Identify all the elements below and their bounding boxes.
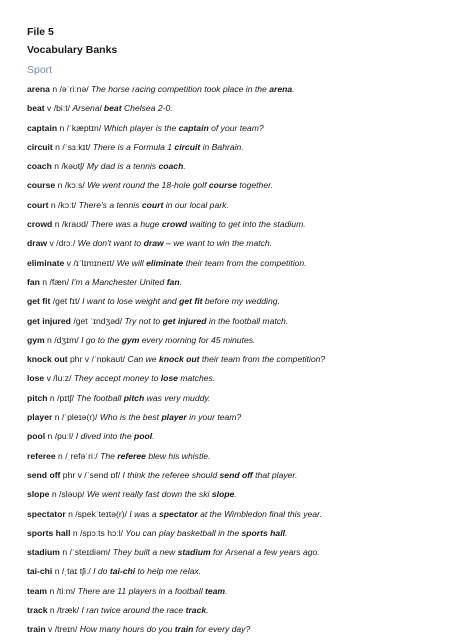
entry-word: player: [27, 412, 53, 423]
vocabulary-entry: [27, 314, 447, 333]
entry-example-end: that player.: [252, 469, 298, 480]
entry-pronunciation: /get fɪt/: [50, 296, 83, 307]
entry-word: course: [27, 180, 56, 191]
entry-word: track: [27, 605, 48, 616]
entry-example-start: We went really fast down the ski: [86, 489, 212, 500]
entry-example-start: I was a: [129, 508, 160, 519]
entry-example-keyword: draw: [143, 238, 164, 249]
entry-example-end: waiting to get into the stadium.: [187, 219, 306, 230]
entry-word: pitch: [27, 392, 48, 403]
entry-example-end: .: [152, 431, 155, 442]
entry-example-start: The horse racing competition took place in the: [91, 84, 270, 94]
entry-example-end: .: [206, 605, 209, 616]
vocabulary-entry: [27, 429, 447, 448]
vocabulary-entry: [27, 82, 447, 101]
entry-pronunciation: n /əˈriːnə/: [49, 84, 92, 94]
entry-example-end: blew his whistle.: [145, 450, 211, 461]
entry-example-keyword: send off: [219, 469, 253, 480]
entry-word: captain: [27, 122, 58, 133]
entry-example-start: I do: [93, 566, 110, 577]
entry-example-end: to help me relax.: [135, 566, 202, 577]
entry-word: court: [27, 199, 49, 210]
vocabulary-entry: [27, 391, 447, 410]
entry-word: tai-chi: [27, 566, 53, 577]
entry-pronunciation: n /kɔːt/: [48, 199, 79, 210]
entry-example-end: .: [284, 527, 288, 538]
entry-example-start: Arsenal: [72, 103, 104, 114]
entry-pronunciation: n /ˈsɜːkɪt/: [52, 141, 93, 152]
entry-pronunciation: phr v /ˈsend ɒf/: [60, 469, 123, 480]
entry-example-keyword: get fit: [179, 296, 203, 307]
entry-pronunciation: n /ˌrefəˈriː/: [55, 450, 101, 461]
entry-example-end: matches.: [177, 373, 216, 384]
entry-example-keyword: coach: [158, 161, 184, 172]
entry-example-start: We went round the 18-hole golf: [87, 180, 209, 191]
vocabulary-entry: [27, 410, 447, 429]
vocabulary-entry: [27, 236, 447, 255]
entry-pronunciation: n /puːl/: [45, 431, 76, 442]
vocabulary-entry: [27, 101, 447, 120]
vocabulary-list: [27, 82, 447, 642]
entry-example-end: their team from the competition?: [199, 354, 326, 365]
entry-example-start: Can we: [127, 354, 159, 365]
entry-pronunciation: phr v /ˈnɒkaʊt/: [67, 354, 128, 365]
entry-example-keyword: train: [174, 624, 194, 635]
entry-pronunciation: n /træk/: [47, 605, 82, 616]
entry-example-keyword: eliminate: [146, 257, 184, 268]
vocabulary-entry: [27, 545, 447, 564]
entry-example-start: I dived into the: [75, 431, 135, 442]
vocabulary-entry: [27, 564, 447, 583]
entry-pronunciation: n /ˌtaɪ tʃiː/: [52, 566, 94, 577]
entry-example-start: I go to the: [81, 334, 122, 345]
entry-word: beat: [27, 103, 45, 114]
entry-word: referee: [27, 450, 56, 461]
entry-example-start: I ran twice around the race: [81, 605, 186, 616]
entry-example-keyword: arena: [269, 84, 293, 94]
entry-example-start: You can play basketball in the: [125, 527, 242, 538]
vocabulary-entry: [27, 140, 447, 159]
entry-example-end: .: [292, 84, 295, 94]
entry-example-start: There is a Formula 1: [92, 141, 175, 152]
entry-example-end: in the football match.: [206, 315, 289, 326]
entry-pronunciation: n /pɪtʃ/: [47, 392, 77, 403]
entry-example-keyword: captain: [178, 122, 209, 133]
vocabulary-entry: [27, 526, 447, 545]
entry-example-start: Who is the best: [99, 412, 162, 423]
vocabulary-entry: [27, 159, 447, 178]
entry-word: lose: [27, 373, 45, 384]
entry-example-end: together.: [237, 180, 274, 191]
entry-example-end: Chelsea 2-0.: [121, 103, 173, 114]
entry-word: circuit: [27, 141, 53, 152]
vocabulary-entry: [27, 603, 447, 622]
file-title: File 5: [27, 26, 54, 38]
entry-example-start: My dad is a tennis: [86, 161, 159, 172]
entry-example-keyword: court: [141, 199, 164, 210]
vocabulary-entry: [27, 333, 447, 352]
entry-pronunciation: n /kəʊtʃ/: [51, 161, 87, 172]
entry-word: get fit: [27, 296, 51, 307]
entry-example-end: for Arsenal a few years ago.: [210, 547, 320, 558]
entry-pronunciation: v /drɔː/: [47, 238, 78, 249]
entry-example-end: every morning for 45 minutes.: [139, 334, 256, 345]
entry-pronunciation: n /kɔːs/: [55, 180, 88, 191]
entry-pronunciation: n /ˈpleɪə(r)/: [52, 412, 100, 423]
entry-example-end: of your team?: [208, 122, 264, 133]
entry-pronunciation: n /spekˈteɪtə(r)/: [65, 508, 130, 519]
entry-word: send off: [27, 469, 61, 480]
vocabulary-entry: [27, 507, 447, 526]
entry-word: train: [27, 624, 46, 635]
entry-example-keyword: beat: [103, 103, 122, 114]
vocabulary-entry: [27, 622, 447, 641]
entry-example-start: There's a tennis: [78, 199, 142, 210]
entry-word: eliminate: [27, 257, 65, 268]
entry-example-end: .: [234, 489, 237, 500]
entry-example-end: .: [225, 585, 228, 596]
entry-pronunciation: n /kraʊd/: [52, 219, 91, 230]
entry-example-start: We don't want to: [77, 238, 144, 249]
vocabulary-entry: [27, 294, 447, 313]
entry-example-keyword: crowd: [161, 219, 188, 230]
vocabulary-entry: [27, 487, 447, 506]
entry-example-end: in our local park.: [163, 199, 229, 210]
entry-word: pool: [27, 431, 46, 442]
vocabulary-entry: [27, 217, 447, 236]
entry-pronunciation: n /dʒɪm/: [44, 334, 82, 345]
entry-example-end: .: [179, 276, 182, 287]
entry-example-start: I'm a Manchester United: [71, 276, 167, 287]
entry-example-end: in your team?: [186, 412, 242, 423]
entry-word: gym: [27, 334, 45, 345]
entry-example-keyword: track: [185, 605, 207, 616]
entry-word: fan: [27, 276, 40, 287]
entry-pronunciation: /get ˈɪndʒəd/: [70, 315, 125, 326]
entry-example-keyword: referee: [117, 450, 146, 461]
entry-example-start: We will: [116, 257, 147, 268]
section-title: Vocabulary Banks: [27, 44, 118, 56]
entry-example-keyword: get injured: [162, 315, 207, 326]
entry-word: draw: [27, 238, 48, 249]
vocabulary-entry: [27, 121, 447, 140]
entry-example-end: in Bahrain.: [200, 141, 244, 152]
entry-word: spectator: [27, 508, 66, 519]
entry-example-start: There was a huge: [90, 219, 162, 230]
entry-example-keyword: knock out: [158, 354, 200, 365]
entry-example-start: They built a new: [112, 547, 178, 558]
entry-pronunciation: n /spɔːts hɔːl/: [70, 527, 126, 538]
entry-word: stadium: [27, 547, 60, 558]
vocabulary-entry: [27, 198, 447, 217]
entry-example-end: their team from the competition.: [183, 257, 307, 268]
vocabulary-entry: [27, 178, 447, 197]
entry-word: get injured: [27, 315, 71, 326]
entry-pronunciation: v /treɪn/: [45, 624, 80, 635]
entry-example-keyword: circuit: [174, 141, 201, 152]
entry-example-keyword: team: [205, 585, 226, 596]
entry-example-end: before my wedding.: [202, 296, 280, 307]
entry-example-start: Try not to: [124, 315, 163, 326]
entry-example-keyword: stadium: [177, 547, 211, 558]
entry-pronunciation: n /fæn/: [39, 276, 72, 287]
entry-pronunciation: n /sləʊp/: [49, 489, 87, 500]
entry-example-end: .: [183, 161, 186, 172]
entry-pronunciation: v /biːt/: [44, 103, 73, 114]
vocabulary-entry: [27, 584, 447, 603]
entry-word: coach: [27, 161, 52, 172]
entry-example-keyword: pool: [134, 431, 153, 442]
entry-word: arena: [27, 84, 50, 94]
entry-pronunciation: n /tiːm/: [47, 585, 78, 596]
entry-example-keyword: tai-chi: [109, 566, 136, 577]
vocabulary-entry: [27, 449, 447, 468]
vocabulary-entry: [27, 468, 447, 487]
entry-example-keyword: sports hall: [241, 527, 285, 538]
entry-example-end: was very muddy.: [144, 392, 211, 403]
entry-example-keyword: gym: [121, 334, 140, 345]
entry-example-keyword: spectator: [159, 508, 198, 519]
vocabulary-entry: [27, 275, 447, 294]
entry-example-start: Which player is the: [103, 122, 179, 133]
entry-word: slope: [27, 489, 50, 500]
entry-example-keyword: pitch: [123, 392, 145, 403]
entry-example-start: I want to lose weight and: [82, 296, 180, 307]
entry-example-end: for every day?: [193, 624, 251, 635]
entry-example-start: The: [100, 450, 118, 461]
vocabulary-entry: [27, 256, 447, 275]
entry-example-end: at the Wimbledon final this year.: [197, 508, 322, 519]
entry-example-start: How many hours do you: [79, 624, 175, 635]
entry-example-start: There are 11 players in a football: [77, 585, 206, 596]
entry-example-keyword: player: [161, 412, 187, 423]
entry-example-keyword: course: [208, 180, 238, 191]
entry-pronunciation: v /ɪˈlɪmɪneɪt/: [64, 257, 117, 268]
entry-example-keyword: fan: [166, 276, 180, 287]
topic-heading: Sport: [27, 64, 53, 76]
vocabulary-entry: [27, 371, 447, 390]
entry-example-keyword: slope: [211, 489, 235, 500]
entry-example-start: They accept money to: [73, 373, 161, 384]
entry-word: team: [27, 585, 48, 596]
entry-pronunciation: v /luːz/: [44, 373, 74, 384]
entry-example-end: – we want to win the match.: [163, 238, 273, 249]
entry-word: crowd: [27, 219, 53, 230]
vocabulary-entry: [27, 352, 447, 371]
entry-example-start: I think the referee should: [122, 469, 220, 480]
entry-word: knock out: [27, 354, 68, 365]
entry-pronunciation: n /ˈsteɪdiəm/: [59, 547, 113, 558]
entry-example-keyword: lose: [160, 373, 178, 384]
entry-pronunciation: n /ˈkæptɪn/: [57, 122, 104, 133]
entry-example-start: The football: [76, 392, 124, 403]
entry-word: sports hall: [27, 527, 71, 538]
